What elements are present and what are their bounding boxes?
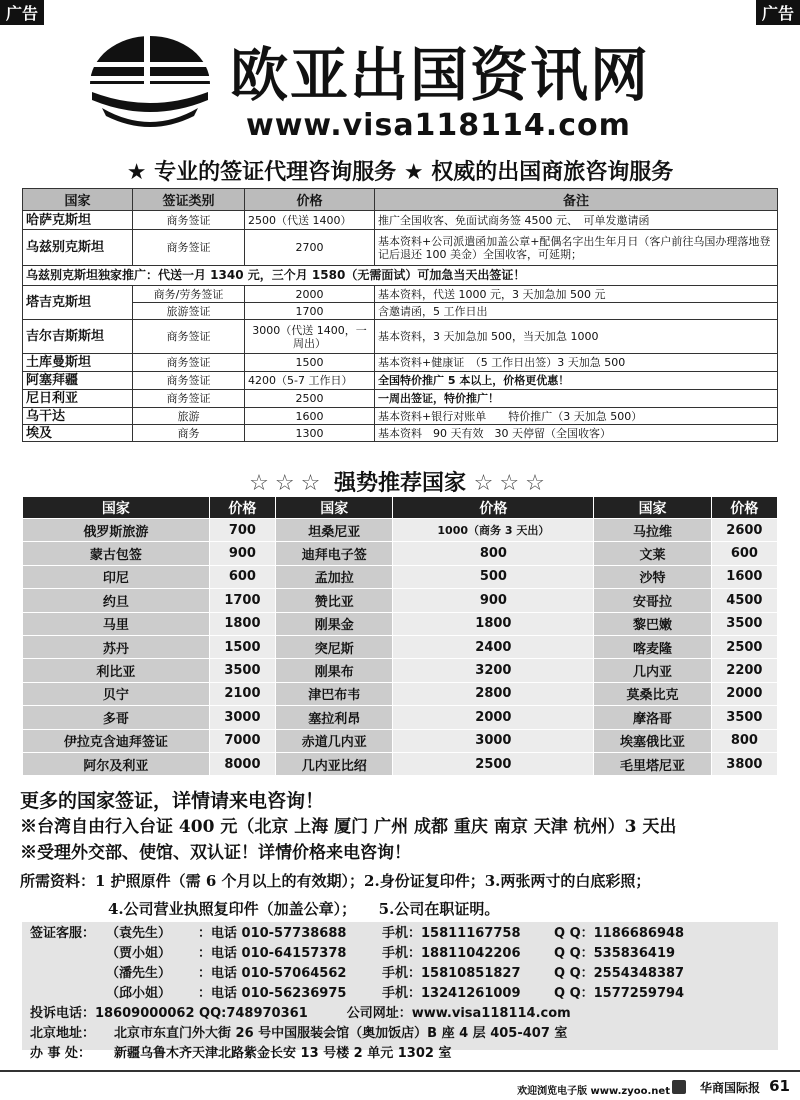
table-row [23, 589, 778, 612]
country-cell: 赤道几内亚 [275, 729, 392, 752]
more-line-3: ※受理外交部、使馆、双认证！详情价格来电咨询！ [20, 843, 411, 863]
col-price: 价格 [245, 189, 375, 211]
table-row [23, 320, 778, 354]
col-country: 国家 [23, 497, 210, 519]
contact-box [22, 922, 778, 1061]
promo-cell: 乌兹别克斯坦独家推广：代送一月 1340 元，三个月 1580（无需面试）可加急当天出签证！ [23, 266, 778, 286]
note-cell: 推广全国收客、免面试商务签 4500 元、 可单发邀请函 [375, 211, 778, 230]
price-cell: 1800 [393, 612, 594, 635]
col-country: 国家 [275, 497, 392, 519]
price-cell: 2400 [393, 635, 594, 658]
price-cell: 1700 [245, 303, 375, 320]
country-cell: 坦桑尼亚 [275, 519, 392, 542]
price-cell: 4500 [711, 589, 777, 612]
table-row [23, 682, 778, 705]
price-cell: 2000 [711, 682, 777, 705]
price-cell: 900 [209, 542, 275, 565]
price-cell: 1500 [209, 635, 275, 658]
country-cell: 几内亚比绍 [275, 752, 392, 775]
country-cell: 文莱 [594, 542, 711, 565]
country-cell: 土库曼斯坦 [23, 354, 133, 372]
price-cell: 3000 [393, 729, 594, 752]
country-cell: 蒙古包签 [23, 542, 210, 565]
service-label: 签证客服： [30, 926, 96, 941]
table-row [23, 659, 778, 682]
type-cell: 商务 [133, 425, 245, 442]
more-line-2: ※台湾自由行入台证 400 元（北京 上海 厦门 广州 成都 重庆 南京 天津 杭州）3 天出 [20, 817, 677, 837]
headline: ★ 专业的签证代理咨询服务 ★ 权威的出国商旅咨询服务 [126, 160, 674, 185]
agent-qq: Q Q：535836419 [554, 946, 676, 961]
table-row [23, 390, 778, 408]
country-cell: 多哥 [23, 706, 210, 729]
agent-qq: Q Q：1186686948 [554, 926, 685, 941]
country-cell: 马里 [23, 612, 210, 635]
price-cell: 900 [393, 589, 594, 612]
country-cell: 塔吉克斯坦 [23, 286, 133, 320]
table-row [23, 519, 778, 542]
type-cell: 旅游签证 [133, 303, 245, 320]
col-price: 价格 [711, 497, 777, 519]
country-cell: 沙特 [594, 565, 711, 588]
agent-row [30, 964, 770, 984]
globe-logo-icon [80, 32, 220, 136]
note-cell: 一周出签证，特价推广！ [375, 390, 778, 408]
country-cell: 埃塞俄比亚 [594, 729, 711, 752]
price-cell: 3500 [209, 659, 275, 682]
table-row [23, 372, 778, 390]
price-cell: 3000 [209, 706, 275, 729]
recommend-table [22, 496, 778, 776]
agent-tel: ：电话 010-57738688 [198, 926, 347, 941]
country-cell: 阿尔及利亚 [23, 752, 210, 775]
header [70, 28, 730, 148]
col-price: 价格 [393, 497, 594, 519]
table-row [23, 266, 778, 286]
country-cell: 孟加拉 [275, 565, 392, 588]
type-cell: 商务签证 [133, 372, 245, 390]
publication-logo-icon [672, 1080, 686, 1094]
table-row [23, 354, 778, 372]
country-cell: 乌兹别克斯坦 [23, 230, 133, 266]
agent-tel: ：电话 010-64157378 [198, 946, 347, 961]
table-row [23, 211, 778, 230]
price-cell: 600 [209, 565, 275, 588]
price-cell: 3500 [711, 706, 777, 729]
footer [0, 1070, 800, 1100]
note-cell: 基本资料，3 天加急加 500，当天加急 1000 [375, 320, 778, 354]
price-cell: 800 [711, 729, 777, 752]
country-cell: 乌干达 [23, 408, 133, 425]
agent-row [30, 944, 770, 964]
price-cell: 3500 [711, 612, 777, 635]
price-cell: 1800 [209, 612, 275, 635]
price-cell: 3200 [393, 659, 594, 682]
agent-name: （袁先生） [106, 926, 172, 941]
country-cell: 利比亚 [23, 659, 210, 682]
col-price: 价格 [209, 497, 275, 519]
agent-name: （邱小姐） [106, 986, 172, 1001]
country-cell: 毛里塔尼亚 [594, 752, 711, 775]
agent-tel: ：电话 010-57064562 [198, 966, 347, 981]
price-cell: 1700 [209, 589, 275, 612]
recommend-title-text: 强势推荐国家 [333, 471, 466, 496]
table-row [23, 706, 778, 729]
price-cell: 4200（5-7 工作日） [245, 372, 375, 390]
requirements [20, 870, 790, 926]
price-cell: 2100 [209, 682, 275, 705]
agent-row [30, 924, 770, 944]
price-cell: 600 [711, 542, 777, 565]
agent-mobile: 手机：15811167758 [382, 926, 521, 941]
table-row [23, 425, 778, 442]
agent-mobile: 手机：13241261009 [382, 986, 521, 1001]
country-cell: 埃及 [23, 425, 133, 442]
country-cell: 贝宁 [23, 682, 210, 705]
col-country: 国家 [23, 189, 133, 211]
type-cell: 商务/劳务签证 [133, 286, 245, 303]
type-cell: 商务签证 [133, 354, 245, 372]
site-url[interactable]: www.visa118114.com [246, 108, 631, 143]
price-cell: 2200 [711, 659, 777, 682]
price-cell: 2500 [245, 390, 375, 408]
star-icon: ☆☆☆ [473, 471, 551, 496]
table-row [23, 286, 778, 303]
more-line-1: 更多的国家签证，详情请来电咨询！ [20, 790, 325, 812]
recommend-title [0, 466, 800, 497]
col-country: 国家 [594, 497, 711, 519]
price-cell: 1600 [711, 565, 777, 588]
agent-qq: Q Q：2554348387 [554, 966, 685, 981]
publication-name: 华商国际报 [699, 1081, 760, 1095]
country-cell: 印尼 [23, 565, 210, 588]
country-cell: 哈萨克斯坦 [23, 211, 133, 230]
table-row [23, 729, 778, 752]
more-info [20, 786, 790, 866]
price-cell: 1500 [245, 354, 375, 372]
agent-mobile: 手机：18811042206 [382, 946, 521, 961]
table-row [23, 303, 778, 320]
price-cell: 1000（商务 3 天出） [393, 519, 594, 542]
country-cell: 伊拉克含迪拜签证 [23, 729, 210, 752]
col-note: 备注 [375, 189, 778, 211]
country-cell: 莫桑比克 [594, 682, 711, 705]
price-cell: 3000（代送 1400，一周出） [245, 320, 375, 354]
agent-tel: ：电话 010-56236975 [198, 986, 347, 1001]
price-cell: 500 [393, 565, 594, 588]
note-cell: 基本资料+银行对账单 特价推广（3 天加急 500） [375, 408, 778, 425]
type-cell: 商务签证 [133, 320, 245, 354]
beijing-address-row [30, 1024, 770, 1044]
agent-qq: Q Q：1577259794 [554, 986, 685, 1001]
country-cell: 津巴布韦 [275, 682, 392, 705]
price-cell: 2800 [393, 682, 594, 705]
type-cell: 旅游 [133, 408, 245, 425]
country-cell: 马拉维 [594, 519, 711, 542]
country-cell: 阿塞拜疆 [23, 372, 133, 390]
price-cell: 700 [209, 519, 275, 542]
price-cell: 2600 [711, 519, 777, 542]
beijing-label: 北京地址： [30, 1026, 96, 1041]
note-cell: 含邀请函，5 工作日出 [375, 303, 778, 320]
col-type: 签证类别 [133, 189, 245, 211]
complaint-row [30, 1004, 770, 1024]
type-cell: 商务签证 [133, 211, 245, 230]
price-cell: 2500 [393, 752, 594, 775]
country-cell: 刚果布 [275, 659, 392, 682]
complaint-text: 投诉电话：18609000062 QQ:748970361 公司网址：www.visa118114.com [30, 1006, 571, 1021]
country-cell: 赞比亚 [275, 589, 392, 612]
price-cell: 2000 [245, 286, 375, 303]
price-cell: 800 [393, 542, 594, 565]
star-icon: ☆☆☆ [249, 471, 327, 496]
type-cell: 商务签证 [133, 230, 245, 266]
country-cell: 迪拜电子签 [275, 542, 392, 565]
country-cell: 苏丹 [23, 635, 210, 658]
country-cell: 摩洛哥 [594, 706, 711, 729]
price-cell: 2700 [245, 230, 375, 266]
table-row [23, 542, 778, 565]
price-cell: 2500 [711, 635, 777, 658]
agent-name: （潘先生） [106, 966, 172, 981]
country-cell: 尼日利亚 [23, 390, 133, 408]
ad-label-right: 广告 [756, 0, 800, 25]
table-row [23, 565, 778, 588]
table-row [23, 230, 778, 266]
type-cell: 商务签证 [133, 390, 245, 408]
country-cell: 约旦 [23, 589, 210, 612]
country-cell: 突尼斯 [275, 635, 392, 658]
table-row [23, 612, 778, 635]
office-address-row [30, 1044, 770, 1064]
requirements-line-2: 4.公司营业执照复印件（加盖公章）； 5.公司在职证明。 [108, 900, 500, 918]
page-number: 61 [769, 1077, 790, 1095]
country-cell: 喀麦隆 [594, 635, 711, 658]
table-row [23, 635, 778, 658]
ad-label-left: 广告 [0, 0, 44, 25]
footer-text: 欢迎浏览电子版 www.zyoo.net [517, 1086, 670, 1097]
price-cell: 2500（代送 1400） [245, 211, 375, 230]
note-cell: 基本资料 90 天有效 30 天停留（全国收客） [375, 425, 778, 442]
country-cell: 俄罗斯旅游 [23, 519, 210, 542]
note-cell: 基本资料+公司派遣函加盖公章+配偶名字出生年月日（客户前往乌国办理落地登记后退还 100 美金）全国收客，可延期； [375, 230, 778, 266]
country-cell: 几内亚 [594, 659, 711, 682]
agent-mobile: 手机：15810851827 [382, 966, 521, 981]
price-cell: 1600 [245, 408, 375, 425]
price-cell: 2000 [393, 706, 594, 729]
visa-table [22, 188, 778, 442]
country-cell: 塞拉利昂 [275, 706, 392, 729]
price-cell: 8000 [209, 752, 275, 775]
table-row [23, 752, 778, 775]
country-cell: 安哥拉 [594, 589, 711, 612]
note-cell: 基本资料+健康证 （5 工作日出签）3 天加急 500 [375, 354, 778, 372]
country-cell: 吉尔吉斯斯坦 [23, 320, 133, 354]
country-cell: 黎巴嫩 [594, 612, 711, 635]
agent-row [30, 984, 770, 1004]
price-cell: 1300 [245, 425, 375, 442]
agent-name: （贾小姐） [106, 946, 172, 961]
requirements-line-1: 所需资料：1 护照原件（需 6 个月以上的有效期）；2.身份证复印件；3.两张两寸的白底彩照； [20, 872, 651, 890]
office-address: 新疆乌鲁木齐天津北路紫金长安 13 号楼 2 单元 1302 室 [114, 1046, 452, 1061]
table-row [23, 408, 778, 425]
note-cell: 基本资料，代送 1000 元，3 天加急加 500 元 [375, 286, 778, 303]
office-label: 办 事 处： [30, 1046, 92, 1061]
beijing-address: 北京市东直门外大街 26 号中国服装会馆（奥加饭店）B 座 4 层 405-407 室 [114, 1026, 568, 1041]
price-cell: 7000 [209, 729, 275, 752]
note-cell: 全国特价推广 5 本以上，价格更优惠！ [375, 372, 778, 390]
price-cell: 3800 [711, 752, 777, 775]
site-title: 欧亚出国资讯网 [230, 41, 651, 109]
country-cell: 刚果金 [275, 612, 392, 635]
